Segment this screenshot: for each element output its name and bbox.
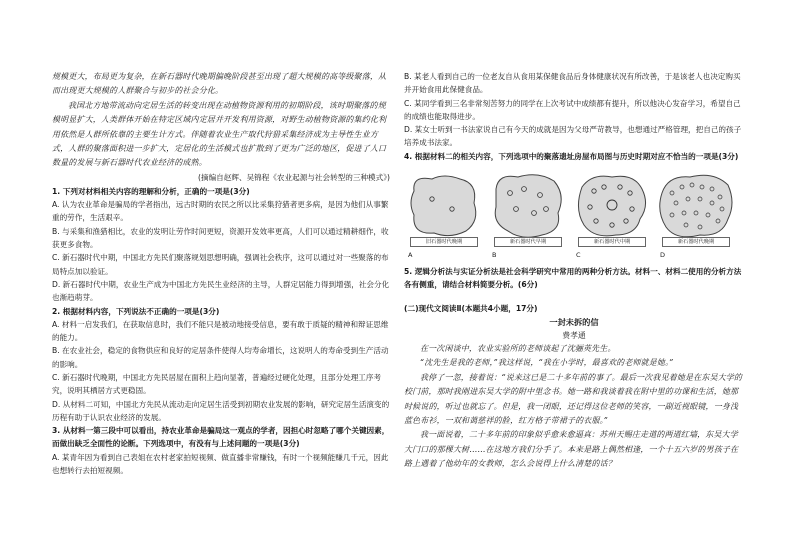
question-1-stem: 1. 下列对材料相关内容的理解和分析，正确的一项是(3分) [52, 186, 250, 196]
question-1-option-c: C. 新石器时代中期，中国北方先民们聚落规划思想明确，强调社会秩序，这可以通过对一些聚落的布局特点加以验证。 [52, 253, 389, 276]
map-option-letter: A [408, 251, 413, 260]
question-1-option-b: B. 与采集和渔猎相比，农业的发明让劳作时间更短，资源开发效率更高，人们可以通过精耕细作，收获更多食物。 [52, 226, 389, 250]
right-column [404, 70, 744, 472]
section-heading: (二)现代文阅读Ⅱ(本题共4小题，17分) [404, 303, 538, 313]
question-4-stem: 4. 根据材料二的相关内容，下列选项中的聚落遗址房屋布局图与历史时期对应不恰当的一项是(3分) [404, 151, 739, 161]
settlement-map-b [488, 169, 568, 261]
settlement-layout-figures [404, 169, 736, 261]
question-3-option-c: C. 某同学看到三名非常刻苦努力的同学在上次考试中成绩都有提升，所以他决心发奋学习，希望自己的成绩也能取得进步。 [404, 98, 741, 121]
question-1-option-d: D. 新石器时代中期，农业生产成为中国北方先民生业经济的主导，人群定居能力得到增强，社会分化也渐趋萌芽。 [52, 279, 390, 303]
question-3-stem: 3. 从材料一第三段中可以看出，持农业革命是骗局这一观点的学者，因担心时忽略了哪个关键因素，而做出缺乏全面性的论断。下列选项中，有没有与上述问题的一项是(3分) [52, 426, 390, 449]
question-5-stem: 5. 逻辑分析法与实证分析法是社会科学研究中常用的两种分析方法。材料一、材料二使用的分析方法各有侧重，请结合材料简要分析。(6分) [404, 267, 742, 290]
question-1-option-a: A. 认为农业革命是骗局的学者指出，远古时期的农民之所以比采集狩猎者更多病，是因为他们从事繁重的劳作，生活艰辛。 [52, 200, 389, 223]
story-paragraph: 在一次闲谈中，农业实验所的老师谈起了沈骊英先生。 [420, 343, 616, 353]
story-paragraph: “沈先生是我的老师，”我这样说，“我在小学时，最喜欢的老师就是她。” [420, 358, 674, 368]
question-2-option-d: D. 从材料二可知，中国北方先民从流动走向定居生活受到初期农业发展的影响，研究定居生活演变的历程有助于认识农业经济的发展。 [52, 399, 390, 422]
story-paragraph: 我一面说着，二十多年前的印象似乎愈来愈逼真：苏州天赐庄走道的两道红墙，东吴大学大门口的那棵大树……在这地方我们分手了。本来是路上偶然相逢，一个十五六岁的男孩子在路上遇着了他幼年的女教师，怎么会说得上什么清楚的话？ [404, 430, 739, 469]
source-citation: (摘编自赵辉、吴锦程《农业起源与社会转型的三种模式》) [198, 172, 390, 182]
map-option-letter: D [660, 251, 666, 260]
question-3-option-b: B. 某老人看到自己的一位老友自从食用某保健食品后身体健康状况有所改善，于是该老人也决定购买并开始食用此保健食品。 [404, 72, 741, 95]
question-2-option-a: A. 材料一启发我们，在获取信息时，我们不能只是被动地接受信息，要有敢于质疑的精神和辩证思维的能力。 [52, 319, 389, 343]
left-column [52, 70, 390, 477]
passage-paragraph: 规模更大，布局更为复杂，在新石器时代晚期偏晚阶段甚至出现了超大规模的高等级聚落，从而出现更大规模的人群聚合与初步的社会分化。 [52, 72, 387, 96]
story-author: 费孝通 [562, 330, 586, 340]
map-period-label: 新石器时代晚期 [662, 237, 730, 247]
question-2-option-b: B. 在农业社会，稳定的食物供应和良好的定居条件使得人均寿命增长，这说明人的寿命受到生产活动的影响。 [52, 346, 389, 369]
question-3-option-a: A. 某青年因为看到自己表姐在农村老家拍短视频、做直播非常赚钱，有时一个视频能赚几千元，因此也想转行去拍短视频。 [52, 452, 389, 476]
story-paragraph: 我停了一忽，接着说：“说来这已是二十多年前的事了。最后一次我见着她是在东吴大学的校门前，那时我刚进东吴大学的附中里念书。她一路和我谈着我在附中里的功课和生活，她那时候说的，听过也就忘了。但是，我一闭眼，还记得这位老师的笑容，一副近视眼镜，一身浅蓝色布衫，一双和蔼慈祥的脸，红方格子带裙子的衣服。” [404, 372, 743, 425]
question-3-option-d: D. 某女士听到一书法家说自己有今天的成就是因为父母严苛教导，也想通过严格管理，把自己的孩子培养成书法家。 [404, 125, 742, 148]
map-period-label: 新石器时代早期 [494, 237, 562, 247]
settlement-map-a [404, 169, 484, 261]
question-2-stem: 2. 根据材料内容，下列说法不正确的一项是(3分) [52, 306, 220, 316]
map-option-letter: B [492, 251, 497, 260]
settlement-map-d [656, 169, 736, 261]
story-title: 一封未拆的信 [549, 316, 599, 327]
settlement-map-c [572, 169, 652, 261]
passage-paragraph: 我国北方地带流动向定居生活的转变出现在动植物资源利用的初期阶段，该时期聚落的规模明显扩大，人类群体开始在特定区域内定居并开发利用资源，对野生动植物资源的集约化利用依然是人群所依靠的主要生计方式。伴随着农业生产取代狩猎采集经济成为主导性生业方式，人群的聚落面积进一步扩大，定居化的生活模式也扩散到了更为广泛的地区，促进了人口数量的发展与新石器时代农业经济的成熟。 [52, 100, 387, 168]
question-2-option-c: C. 新石器时代晚期，中国北方先民居屋在面积上趋向显著，普遍经过硬化处理，且部分处理工序考究，说明其栖居方式更稳固。 [52, 373, 382, 396]
map-period-label: 旧石器时代晚期 [410, 237, 478, 247]
map-option-letter: C [576, 251, 581, 260]
map-period-label: 新石器时代中期 [578, 237, 646, 247]
